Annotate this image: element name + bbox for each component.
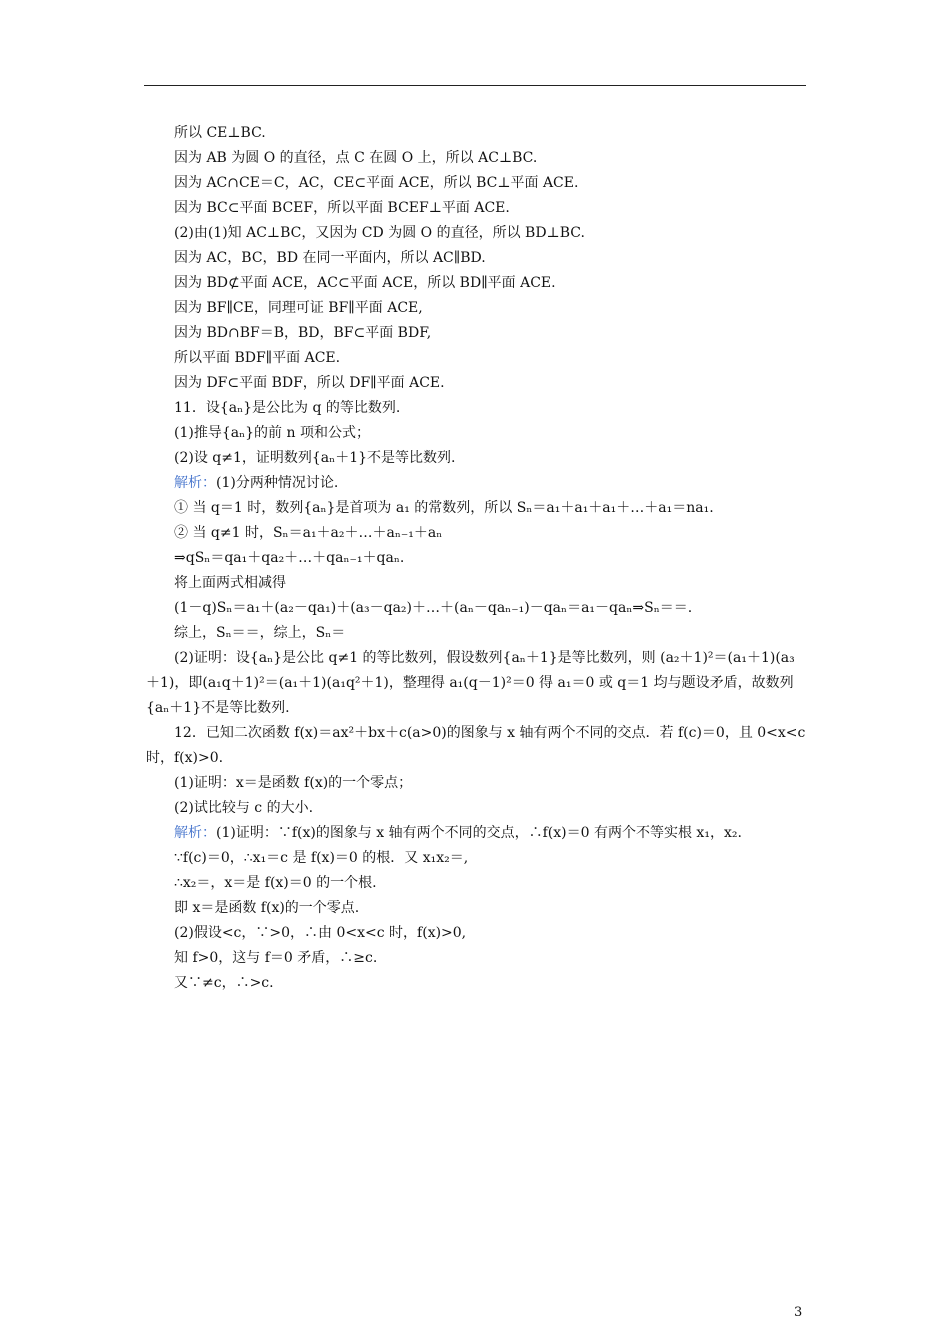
text-line: ② 当 q≠1 时，Sₙ＝a₁＋a₂＋…＋aₙ₋₁＋aₙ	[174, 525, 443, 541]
text-line: ⇒qSₙ＝qa₁＋qa₂＋…＋qaₙ₋₁＋qaₙ.	[174, 550, 405, 566]
text-line: 所以 CE⊥BC.	[174, 125, 266, 141]
text-line: 因为 BD⊄平面 ACE，AC⊂平面 ACE，所以 BD∥平面 ACE.	[174, 275, 556, 291]
text-line: 因为 AB 为圆 O 的直径，点 C 在圆 O 上，所以 AC⊥BC.	[174, 150, 538, 166]
text-line: (1－q)Sₙ＝a₁＋(a₂－qa₁)＋(a₃－qa₂)＋…＋(aₙ－qaₙ₋₁)－qaₙ＝a₁－qaₙ⇒Sₙ＝＝.	[174, 600, 693, 616]
solution-text: (1)证明：∵f(x)的图象与 x 轴有两个不同的交点，∴f(x)＝0 有两个不等实根 x₁，x₂.	[216, 825, 742, 841]
solution-12-start	[146, 821, 806, 846]
text-line: (2)由(1)知 AC⊥BC，又因为 CD 为圆 O 的直径，所以 BD⊥BC.	[174, 225, 585, 241]
problem-12-statement: 12．已知二次函数 f(x)＝ax²＋bx＋c(a>0)的图象与 x 轴有两个不同的交点．若 f(c)＝0，且 0<x<c 时，f(x)>0.	[146, 725, 806, 766]
solution-text: (1)分两种情况讨论.	[216, 475, 339, 491]
document-body	[146, 121, 806, 996]
solution-11-part2: (2)证明：设{aₙ}是公比 q≠1 的等比数列，假设数列{aₙ＋1}是等比数列，则 (a₂＋1)²＝(a₁＋1)(a₃＋1)，即(a₁q＋1)²＝(a₁＋1)(a₁q²＋1)，整理得 a₁(q－1)²＝0 得 a₁＝0 或 q＝1 均与题设矛盾，故数列{aₙ＋1}不是等比数列.	[146, 650, 795, 716]
text-line: 因为 BC⊂平面 BCEF，所以平面 BCEF⊥平面 ACE.	[174, 200, 510, 216]
text-line: 因为 DF⊂平面 BDF，所以 DF∥平面 ACE.	[174, 375, 445, 391]
text-line: 因为 AC，BC，BD 在同一平面内，所以 AC∥BD.	[174, 250, 486, 266]
solution-label: 解析：	[174, 475, 216, 491]
text-line: 因为 BD∩BF＝B，BD，BF⊂平面 BDF,	[174, 325, 432, 341]
solution-11-start	[146, 471, 806, 496]
text-line: 所以平面 BDF∥平面 ACE.	[174, 350, 341, 366]
problem-12-part2: (2)试比较与 c 的大小.	[174, 800, 314, 816]
text-line: ∵f(c)＝0，∴x₁＝c 是 f(x)＝0 的根．又 x₁x₂＝,	[174, 850, 469, 866]
text-line: (2)假设<c，∵>0，∴由 0<x<c 时，f(x)>0,	[174, 925, 467, 941]
text-line: 因为 BF∥CE，同理可证 BF∥平面 ACE,	[174, 300, 423, 316]
text-line: 又∵≠c，∴>c.	[174, 975, 274, 991]
text-line: 即 x＝是函数 f(x)的一个零点.	[174, 900, 360, 916]
header-rule	[144, 85, 806, 86]
text-line: ∴x₂＝，x＝是 f(x)＝0 的一个根.	[174, 875, 377, 891]
problem-12-part1: (1)证明：x＝是函数 f(x)的一个零点；	[174, 775, 413, 791]
problem-11-title: 11．设{aₙ}是公比为 q 的等比数列.	[174, 400, 401, 416]
text-line: 将上面两式相减得	[174, 575, 286, 591]
text-line: 综上，Sₙ＝＝，综上，Sₙ＝	[174, 625, 346, 641]
page-number: 3	[794, 1305, 803, 1320]
text-line: 因为 AC∩CE＝C，AC，CE⊂平面 ACE，所以 BC⊥平面 ACE.	[174, 175, 579, 191]
problem-11-part1: (1)推导{aₙ}的前 n 项和公式；	[174, 425, 370, 441]
solution-label: 解析：	[174, 825, 216, 841]
problem-11-part2: (2)设 q≠1，证明数列{aₙ＋1}不是等比数列.	[174, 450, 456, 466]
text-line: ① 当 q＝1 时，数列{aₙ}是首项为 a₁ 的常数列，所以 Sₙ＝a₁＋a₁＋a₁＋…＋a₁＝na₁.	[174, 500, 714, 516]
text-line: 知 f>0，这与 f＝0 矛盾，∴≥c.	[174, 950, 378, 966]
